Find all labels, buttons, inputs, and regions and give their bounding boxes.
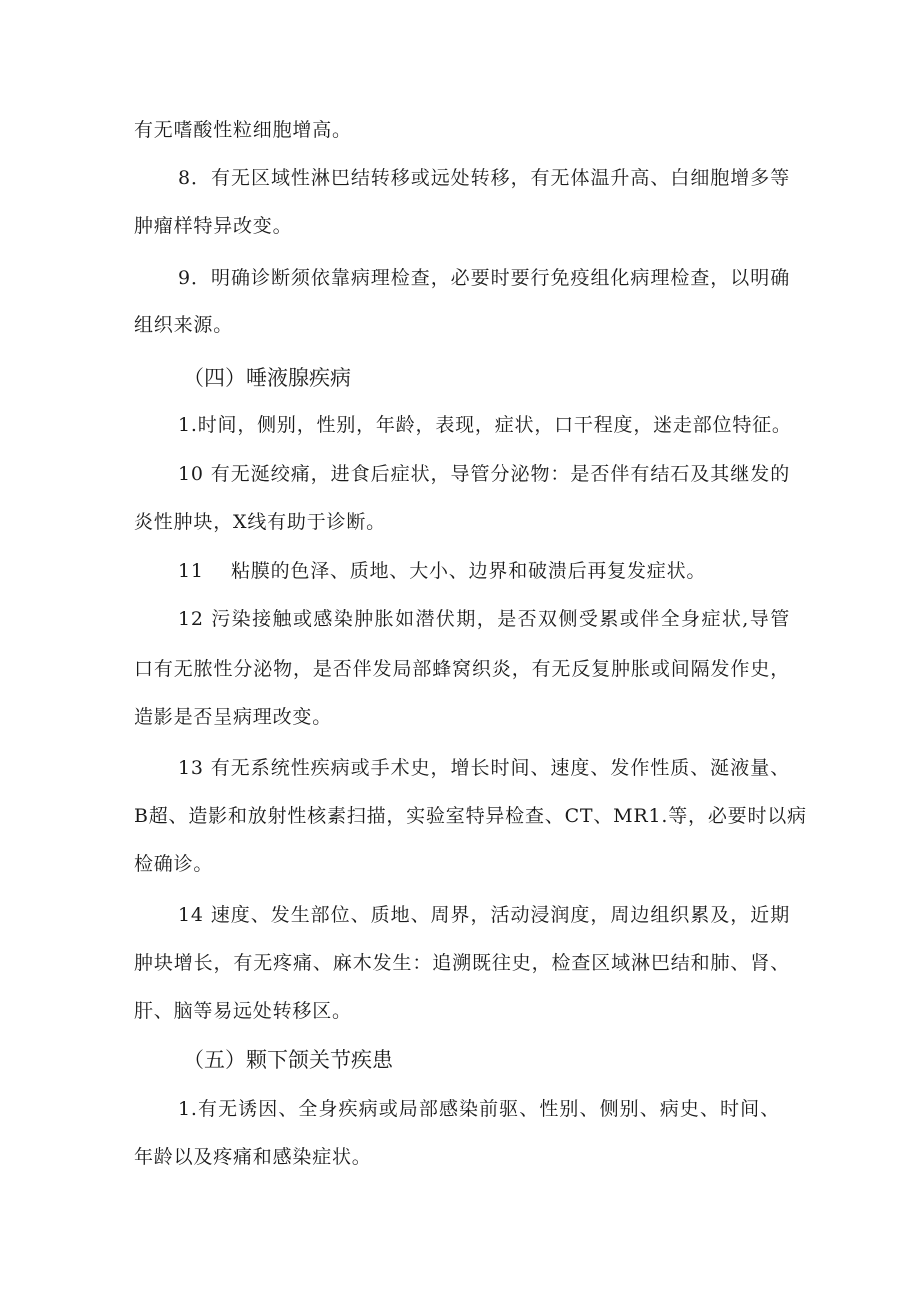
paragraph-line: 造影是否呈病理改变。 (134, 706, 333, 728)
paragraph-line: B超、造影和放射性核素扫描，实验室特异检查、CT、MR1.等，必要时以病 (134, 805, 807, 827)
paragraph-line: 肿块增长，有无疼痛、麻木发生：追溯既往史，检查区域淋巴结和肺、肾、 (134, 952, 790, 974)
paragraph-line: 粘膜的色泽、质地、大小、边界和破溃后再复发症状。 (231, 560, 707, 582)
paragraph-line: 口有无脓性分泌物，是否伴发局部蜂窝织炎，有无反复肿胀或间隔发作史， (134, 658, 790, 680)
paragraph-line: 年龄以及疼痛和感染症状。 (134, 1146, 372, 1168)
paragraph-line: 有无嗜酸性粒细胞增高。 (134, 119, 352, 141)
paragraph-line: 9．明确诊断须依靠病理检查，必要时要行免疫组化病理检查，以明确 (178, 267, 790, 289)
paragraph-line: 13 有无系统性疾病或手术史，增长时间、速度、发作性质、涎液量、 (178, 757, 790, 779)
paragraph-line: 1.有无诱因、全身疾病或局部感染前驱、性别、侧别、病史、时间、 (178, 1098, 780, 1120)
paragraph-line: 肝、脑等易远处转移区。 (134, 1000, 352, 1022)
paragraph-line: 12 污染接触或感染肿胀如潜伏期，是否双侧受累或伴全身症状,导管 (178, 608, 790, 630)
section-heading: （四）唾液腺疾病 (183, 366, 351, 390)
paragraph-line-number: 11 (178, 560, 204, 582)
paragraph-line: 肿瘤样特异改变。 (134, 215, 293, 237)
paragraph-line: 8．有无区域性淋巴结转移或远处转移，有无体温升高、白细胞增多等 (178, 167, 790, 189)
paragraph-line: 炎性肿块，X线有助于诊断。 (134, 511, 386, 533)
section-heading: （五）颗下颌关节疾患 (183, 1048, 393, 1072)
paragraph-line: 1.时间，侧别，性别，年龄，表现，症状，口干程度，迷走部位特征。 (178, 414, 792, 436)
paragraph-line: 10 有无涎绞痛，进食后症状，导管分泌物：是否伴有结石及其继发的 (178, 463, 790, 485)
paragraph-line: 组织来源。 (134, 314, 234, 336)
paragraph-line: 14 速度、发生部位、质地、周界，活动浸润度，周边组织累及，近期 (178, 904, 790, 926)
paragraph-line: 检确诊。 (134, 853, 214, 875)
